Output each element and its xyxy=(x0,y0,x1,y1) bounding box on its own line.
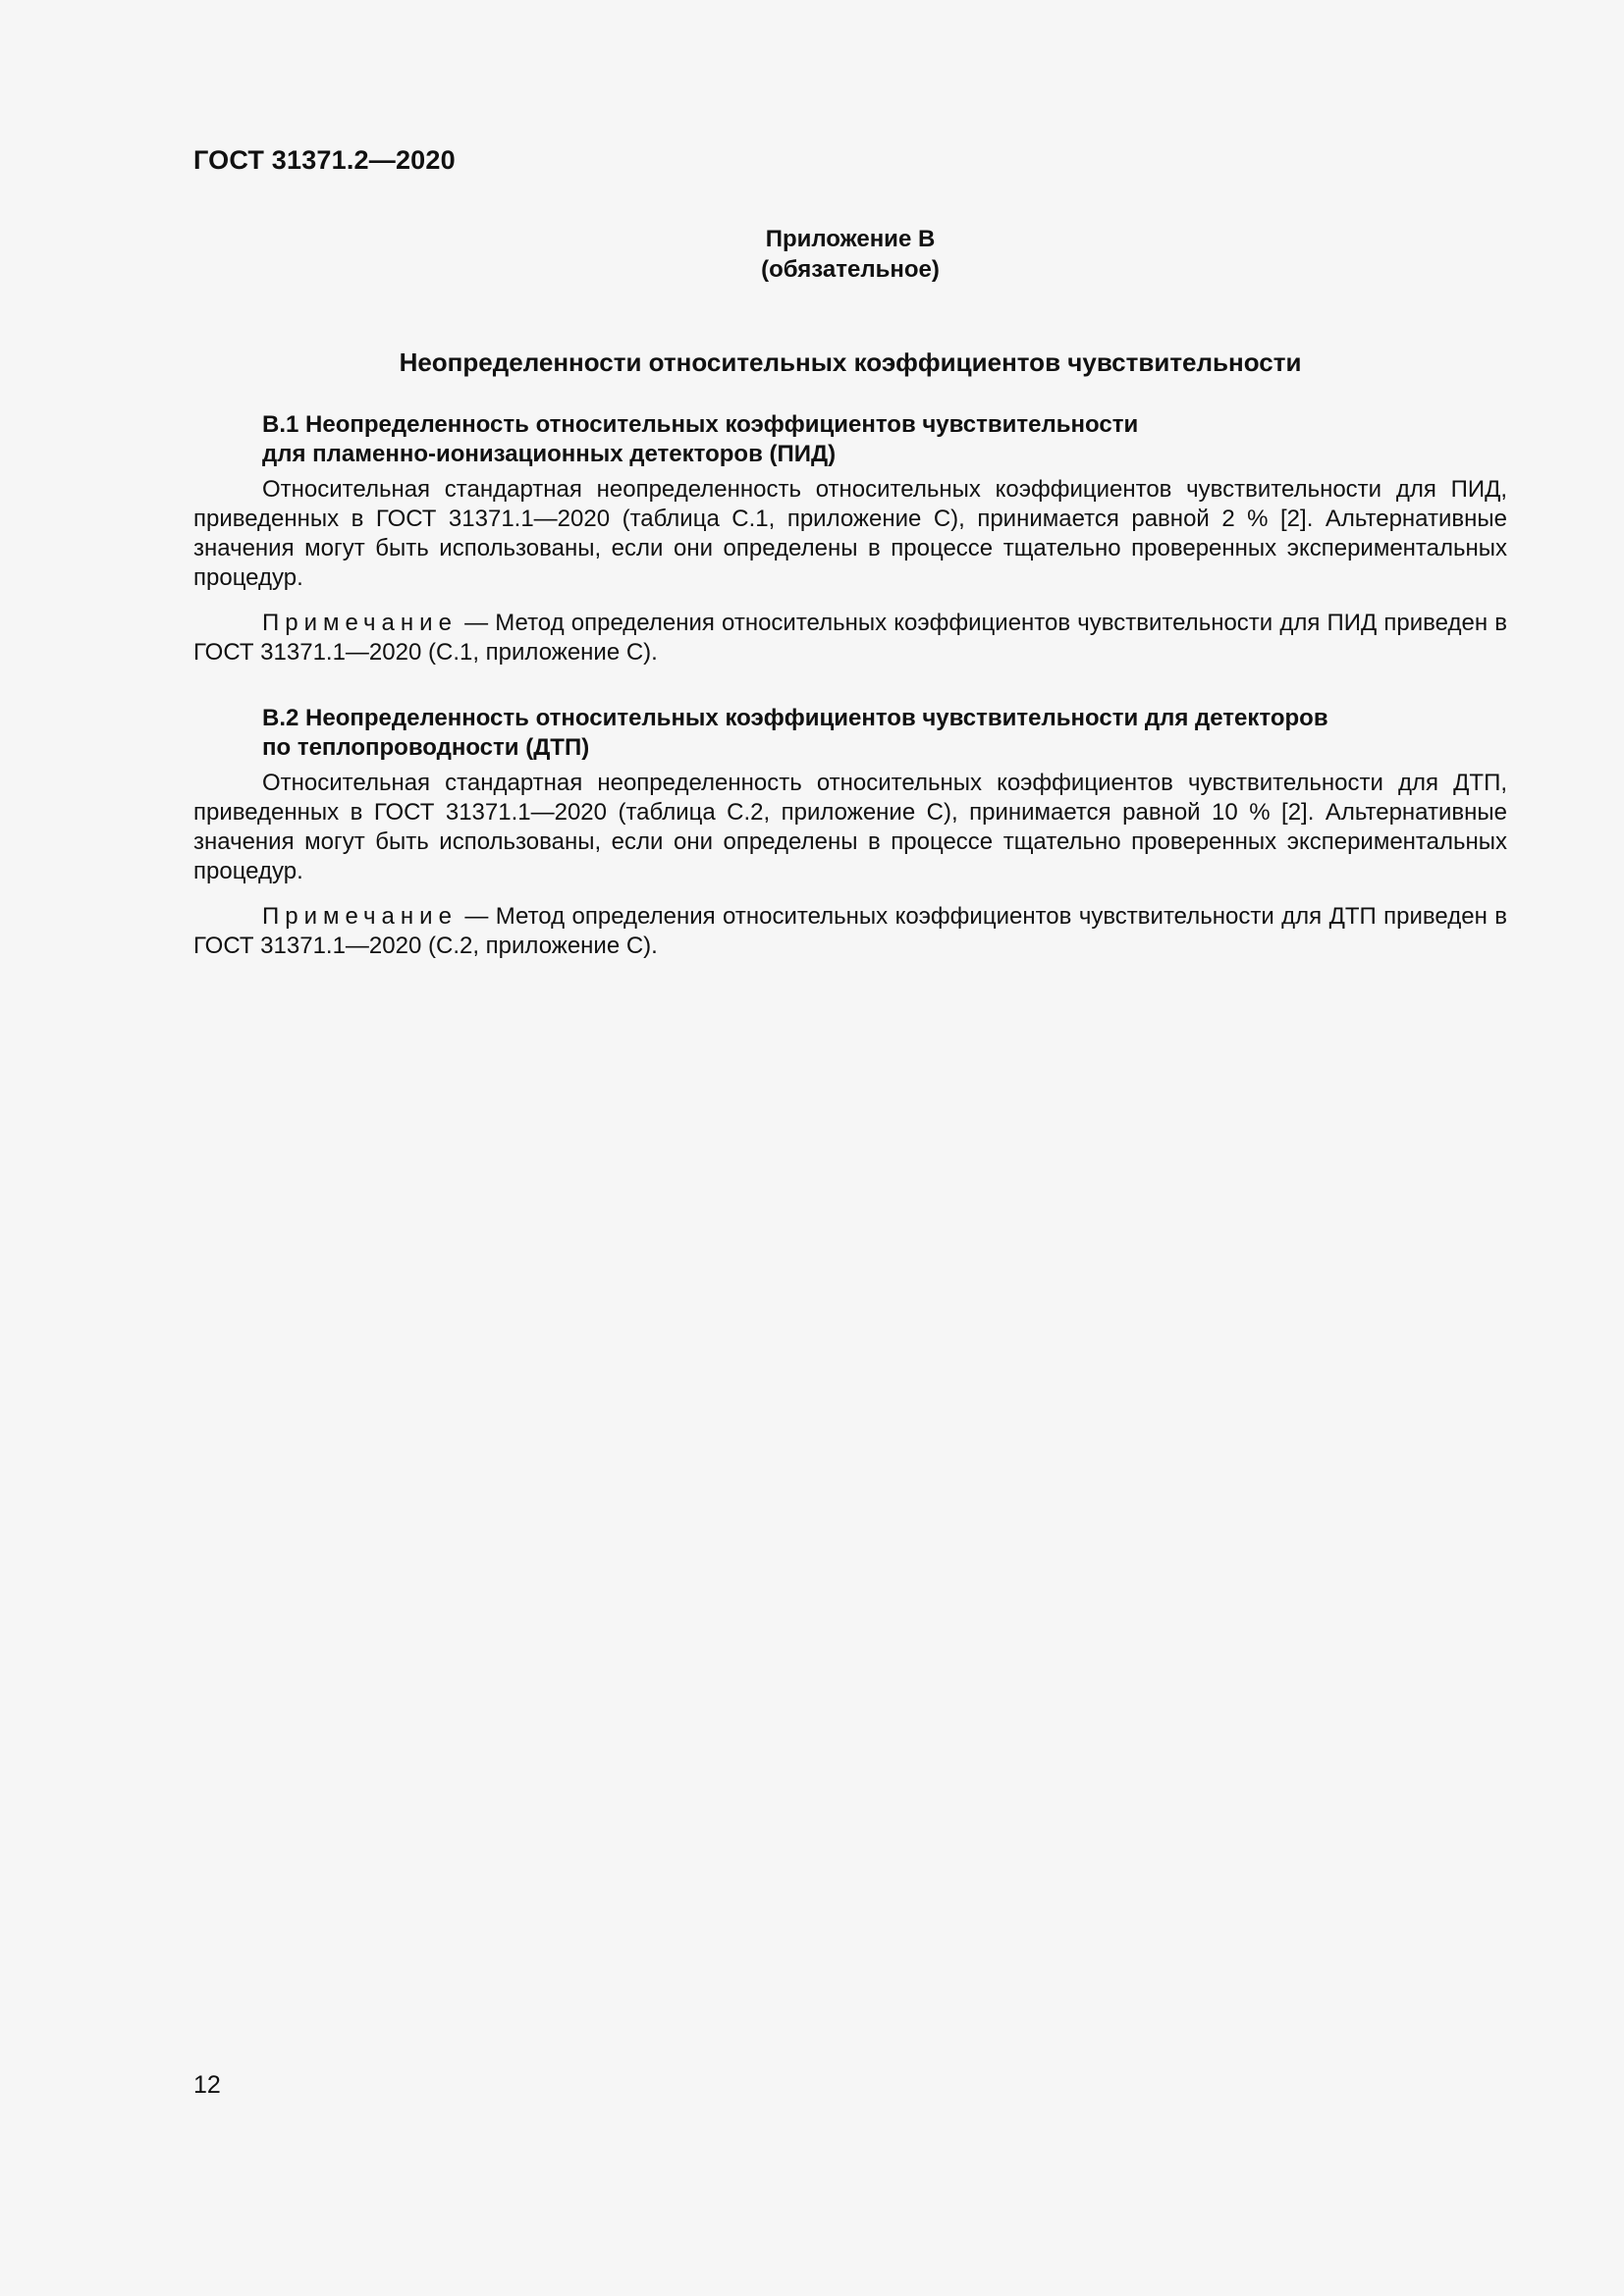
note-label: Примечание xyxy=(262,610,458,636)
section-heading xyxy=(193,704,1507,763)
annex-heading xyxy=(193,224,1507,285)
note-text: — Метод определения относительных коэффициентов чувствительности для ПИД приведен в ГОСТ 31371.1—2020 (С.1, приложение С). xyxy=(193,610,1508,666)
section-note xyxy=(193,609,1507,667)
section-heading-line: для пламенно-ионизационных детекторов (ПИД) xyxy=(262,441,837,467)
section-paragraph: Относительная стандартная неопределенность относительных коэффициентов чувствительности для ПИД, приведенных в ГОСТ 31371.1—2020 (таблица С.1, приложение С), принимается равной 2 % [2]. Альтернативные значения могут быть использованы, если они определены в процессе тщательно проверенных экспериментальных процедур. xyxy=(193,476,1507,591)
page-number: 12 xyxy=(193,2071,221,2099)
section-paragraph: Относительная стандартная неопределенность относительных коэффициентов чувствительности для ДТП, приведенных в ГОСТ 31371.1—2020 (таблица С.2, приложение С), принимается равной 10 % [2]. Альтернативные значения могут быть использованы, если они определены в процессе тщательно проверенных экспериментальных процедур. xyxy=(193,770,1507,884)
section-heading xyxy=(193,410,1507,469)
note-text: — Метод определения относительных коэффициентов чувствительности для ДТП приведен в ГОСТ 31371.1—2020 (С.2, приложение С). xyxy=(193,903,1507,959)
section-heading-line: В.1 Неопределенность относительных коэффициентов чувствительности xyxy=(262,411,1139,438)
annex-status: (обязательное) xyxy=(761,256,940,283)
note-label: Примечание xyxy=(262,903,458,930)
annex-title: Приложение В xyxy=(765,226,936,252)
section-b1 xyxy=(193,410,1507,667)
annex-main-title: Неопределенности относительных коэффициентов чувствительности xyxy=(399,347,1302,377)
section-note xyxy=(193,902,1507,961)
section-heading-line: по теплопроводности (ДТП) xyxy=(262,734,590,761)
section-b2 xyxy=(193,704,1507,961)
standard-number-header: ГОСТ 31371.2—2020 xyxy=(193,145,456,175)
section-heading-line: В.2 Неопределенность относительных коэффициентов чувствительности для детекторов xyxy=(262,705,1328,731)
